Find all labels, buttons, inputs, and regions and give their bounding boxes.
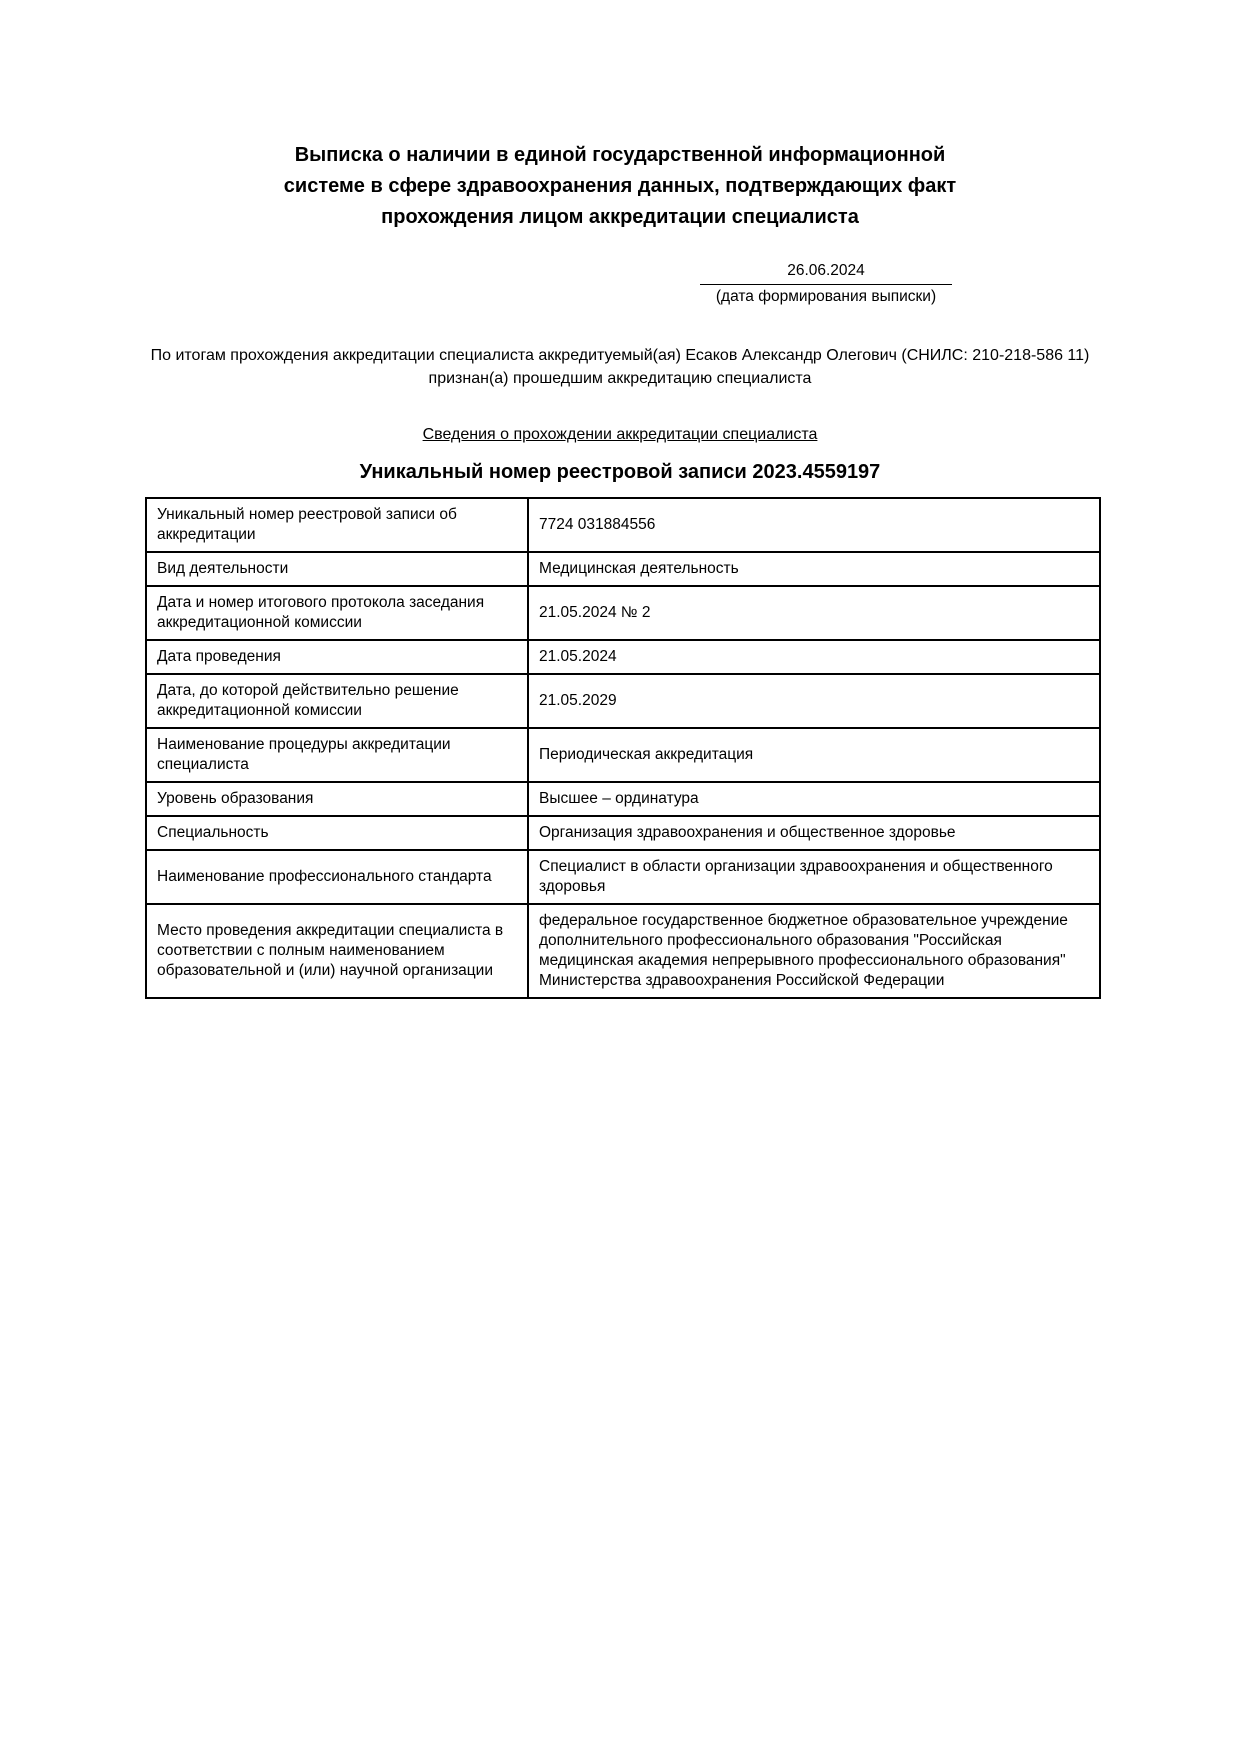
issue-date-block	[700, 262, 952, 306]
field-label: Место проведения аккредитации специалиста в соответствии с полным наименованием образовательной и (или) научной организации	[146, 904, 528, 998]
field-label: Специальность	[146, 816, 528, 850]
issue-date-caption: (дата формирования выписки)	[715, 288, 937, 305]
field-value: Медицинская деятельность	[528, 552, 1100, 586]
field-label: Наименование процедуры аккредитации специалиста	[146, 728, 528, 782]
field-label: Дата, до которой действительно решение аккредитационной комиссии	[146, 674, 528, 728]
issue-date: 26.06.2024	[700, 262, 952, 285]
table-row	[146, 816, 1100, 850]
section-heading: Сведения о прохождении аккредитации специалиста	[422, 426, 818, 443]
field-label: Дата проведения	[146, 640, 528, 674]
table-row	[146, 728, 1100, 782]
intro-line: признан(а) прошедшим аккредитацию специалиста	[428, 370, 812, 387]
field-label: Наименование профессионального стандарта	[146, 850, 528, 904]
field-value: 21.05.2024	[528, 640, 1100, 674]
table-row	[146, 674, 1100, 728]
field-value: Организация здравоохранения и общественное здоровье	[528, 816, 1100, 850]
table-row	[146, 640, 1100, 674]
table-row	[146, 498, 1100, 552]
field-value: 21.05.2024 № 2	[528, 586, 1100, 640]
field-value: Периодическая аккредитация	[528, 728, 1100, 782]
field-label: Дата и номер итогового протокола заседания аккредитационной комиссии	[146, 586, 528, 640]
registry-number-heading: Уникальный номер реестровой записи 2023.4559197	[359, 461, 881, 483]
table-row	[146, 586, 1100, 640]
document-title-line: системе в сфере здравоохранения данных, подтверждающих факт	[283, 175, 957, 197]
intro-paragraph	[0, 344, 1240, 390]
field-value: Специалист в области организации здравоохранения и общественного здоровья	[528, 850, 1100, 904]
intro-line: По итогам прохождения аккредитации специалиста аккредитуемый(ая) Есаков Александр Олегович (СНИЛС: 210-218-586 11)	[150, 347, 1090, 364]
field-label: Уровень образования	[146, 782, 528, 816]
field-label: Вид деятельности	[146, 552, 528, 586]
document-title	[0, 140, 1240, 233]
field-value: 21.05.2029	[528, 674, 1100, 728]
field-value: Высшее – ординатура	[528, 782, 1100, 816]
table-row	[146, 904, 1100, 998]
field-value: федеральное государственное бюджетное образовательное учреждение дополнительного профессионального образования "Российская медицинская академия непрерывного профессионального образования" Министерства здравоохранения Российской Федерации	[528, 904, 1100, 998]
field-value: 7724 031884556	[528, 498, 1100, 552]
table-row	[146, 552, 1100, 586]
accreditation-table	[145, 497, 1101, 999]
document-title-line: Выписка о наличии в единой государственной информационной	[294, 144, 946, 166]
table-row	[146, 782, 1100, 816]
field-label: Уникальный номер реестровой записи об аккредитации	[146, 498, 528, 552]
document-title-line: прохождения лицом аккредитации специалиста	[381, 206, 859, 228]
table-row	[146, 850, 1100, 904]
